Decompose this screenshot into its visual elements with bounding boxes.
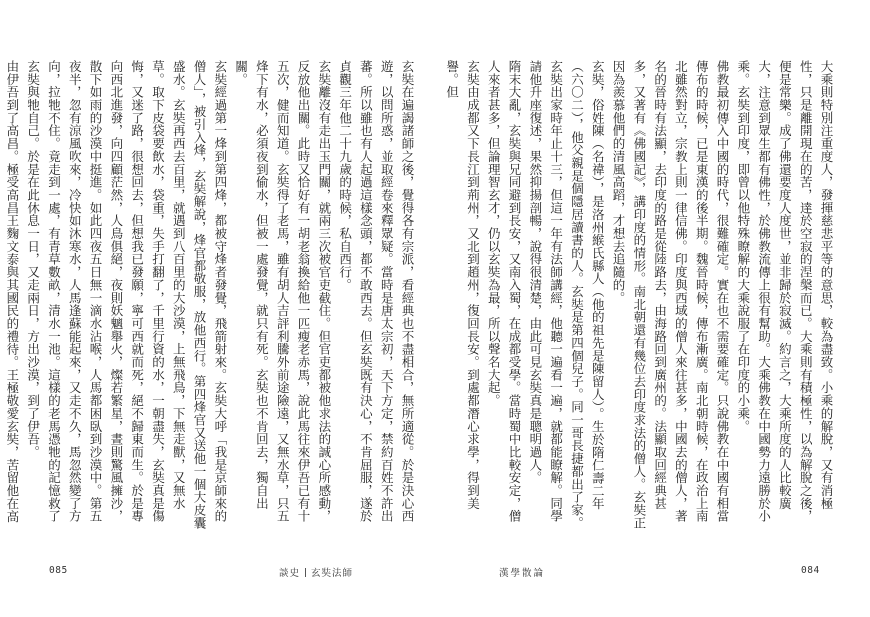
running-footer: [279, 565, 353, 579]
paragraph: 玄奘經過第一烽到第四烽，都被守烽者發覺，飛箭射來。玄奘大呼「我是京師來的僧人」，被引入烽，玄奘解說，烽官都敬服，放他西行。第四烽官又送他一個大皮囊盛水。玄奘再西去百里，就遇到八百里的大沙漠，上無飛鳥，下無走獸，又無水草。取下皮袋要飲水，袋重，失手打翻了，千里行資的水，一朝盡失，玄奘真是傷悔，又迷了路，很想回去，但想我已發願，寧可西就而死，絕不歸東而生。於是專向西北進發，向四顧茫然，人鳥俱絕，夜則妖魑舉火，燦若繁星，晝則驚風擁沙，散下如雨的沙漠中挺進。如此四夜五日無一滴水沾喉，人馬都困臥到沙漠中。第五夜半，忽有涼風吹來，冷快如沐寒水，人馬逢蘇能起來，又走不久，馬忽然變了方向，拉牠不住。竟走到一處，有青草數畝，清水一池。這樣的老馬憑牠的記憶救了玄奘與牠自己。於是在此休息一日，又走兩日，方出沙漠，到了伊吾。: [25, 60, 228, 530]
running-footer: 漢學散論: [499, 568, 546, 579]
paragraph: 玄奘，俗姓陳（名禕），是洛州緱氏縣人（他的祖先是陳留人）。生於隋仁壽二年（六〇二），他父親是個隱居讀書的人。玄奘是第四個兒子。同一哥長捷都出了家。玄奘出家時年止十三，但這一年有法師講經，他聽一遍看一遍，就都能瞭解。同學請他升座復述，果然抑揚剖暢，說得很清楚，由此可見玄奘真是聰明過人。: [527, 60, 606, 530]
right-page: [435, 0, 870, 617]
chapter-title: 玄奘法師: [311, 568, 354, 579]
paragraph: 玄奘在遍謁諸師之後，覺得各有宗派，看經典也不盡相合，無所適從。於是決心西遊，以問所惑，並取經卷來釋眾疑。當時是唐太宗初，天下方定，禁約百姓不許出蕃。所以雖也有人起過這樣念頭，都不敢西去。但玄奘既有決心，不肯屈服，遂於貞觀三年他二十九歲的時候，私自西行。: [337, 60, 415, 523]
body-text: [4, 60, 417, 532]
paragraph: 玄奘離沒有走出玉門關，就兩三次被官吏截住。但官吏都被他求法的誠心所感動，反放他出關。此時又恰好有一胡老翁換給他一匹瘦老赤馬，說此馬往來伊吾已有十五次，健而知道。玄奘得了老馬，雖有胡人吉評利騰外前途險遠，又無水草，只五烽下有水，必須夜到偷水，但被一處發覺，就只有死。玄奘也不肯回去，獨自出關。: [233, 60, 332, 523]
page-number: 084: [801, 565, 820, 576]
paragraph: 佛教最初傳入中國的時代，很難確定。實在也不需要確定。只說佛教在中國有相當傳布的時候，已是東漢的後半期。魏晉時候，傳布漸廣。南北朝時候，在政治上南北雖然對立，宗教上則一律信佛。印度與西域的僧人來往甚多，中國去的僧人，著名的晉時有法顯，去印度的路是從陸路去，由海路回到廣州的。法顯取回經典甚多，又著有《佛國記》，講印度的情形。南北朝還有幾位去印度求法的僧人。玄奘正因為羨慕他們的清風高蹈，才想去追隨的。: [611, 60, 731, 530]
paragraph: 由伊吾到了高昌。極受高昌王麴文泰與其國民的禮待。王極敬愛玄奘，苦留他在高: [4, 60, 20, 523]
book-title: 談史: [279, 568, 301, 579]
body-text: [444, 60, 836, 532]
page-number: 085: [49, 565, 68, 576]
paragraph: 大乘則特別注重度人，發揮慈悲平等的意思，較為盡致。小乘的解脫，又有消極性，只是離開現在的苦，達於空寂的涅槃而已。大乘則有積極性，以為解脫之後，便是常樂。成了佛還要度人度世，並非歸於寂滅。約言之，大乘所度的人比較廣大，注意到眾生都有佛性，於佛教流傳上很有幫助。大乘佛教在中國勢力遠勝於小乘。玄奘到印度，即曾以他特殊瞭解的大乘說服了在印度的小乘。: [735, 60, 834, 523]
paragraph: 玄奘由成都又下長江到荊州，又北到趙州，復回長安。到處都潛心求學，得到美譽。但: [444, 60, 481, 510]
footer-separator: [305, 568, 306, 577]
paragraph: 隋末大亂，玄奘與兄同避到長安，又南入蜀，在成都受學。當時蜀中比較安定，僧人來者甚多，但論理智玄才，仍以玄奘為最，所以聲名大起。: [486, 60, 523, 523]
